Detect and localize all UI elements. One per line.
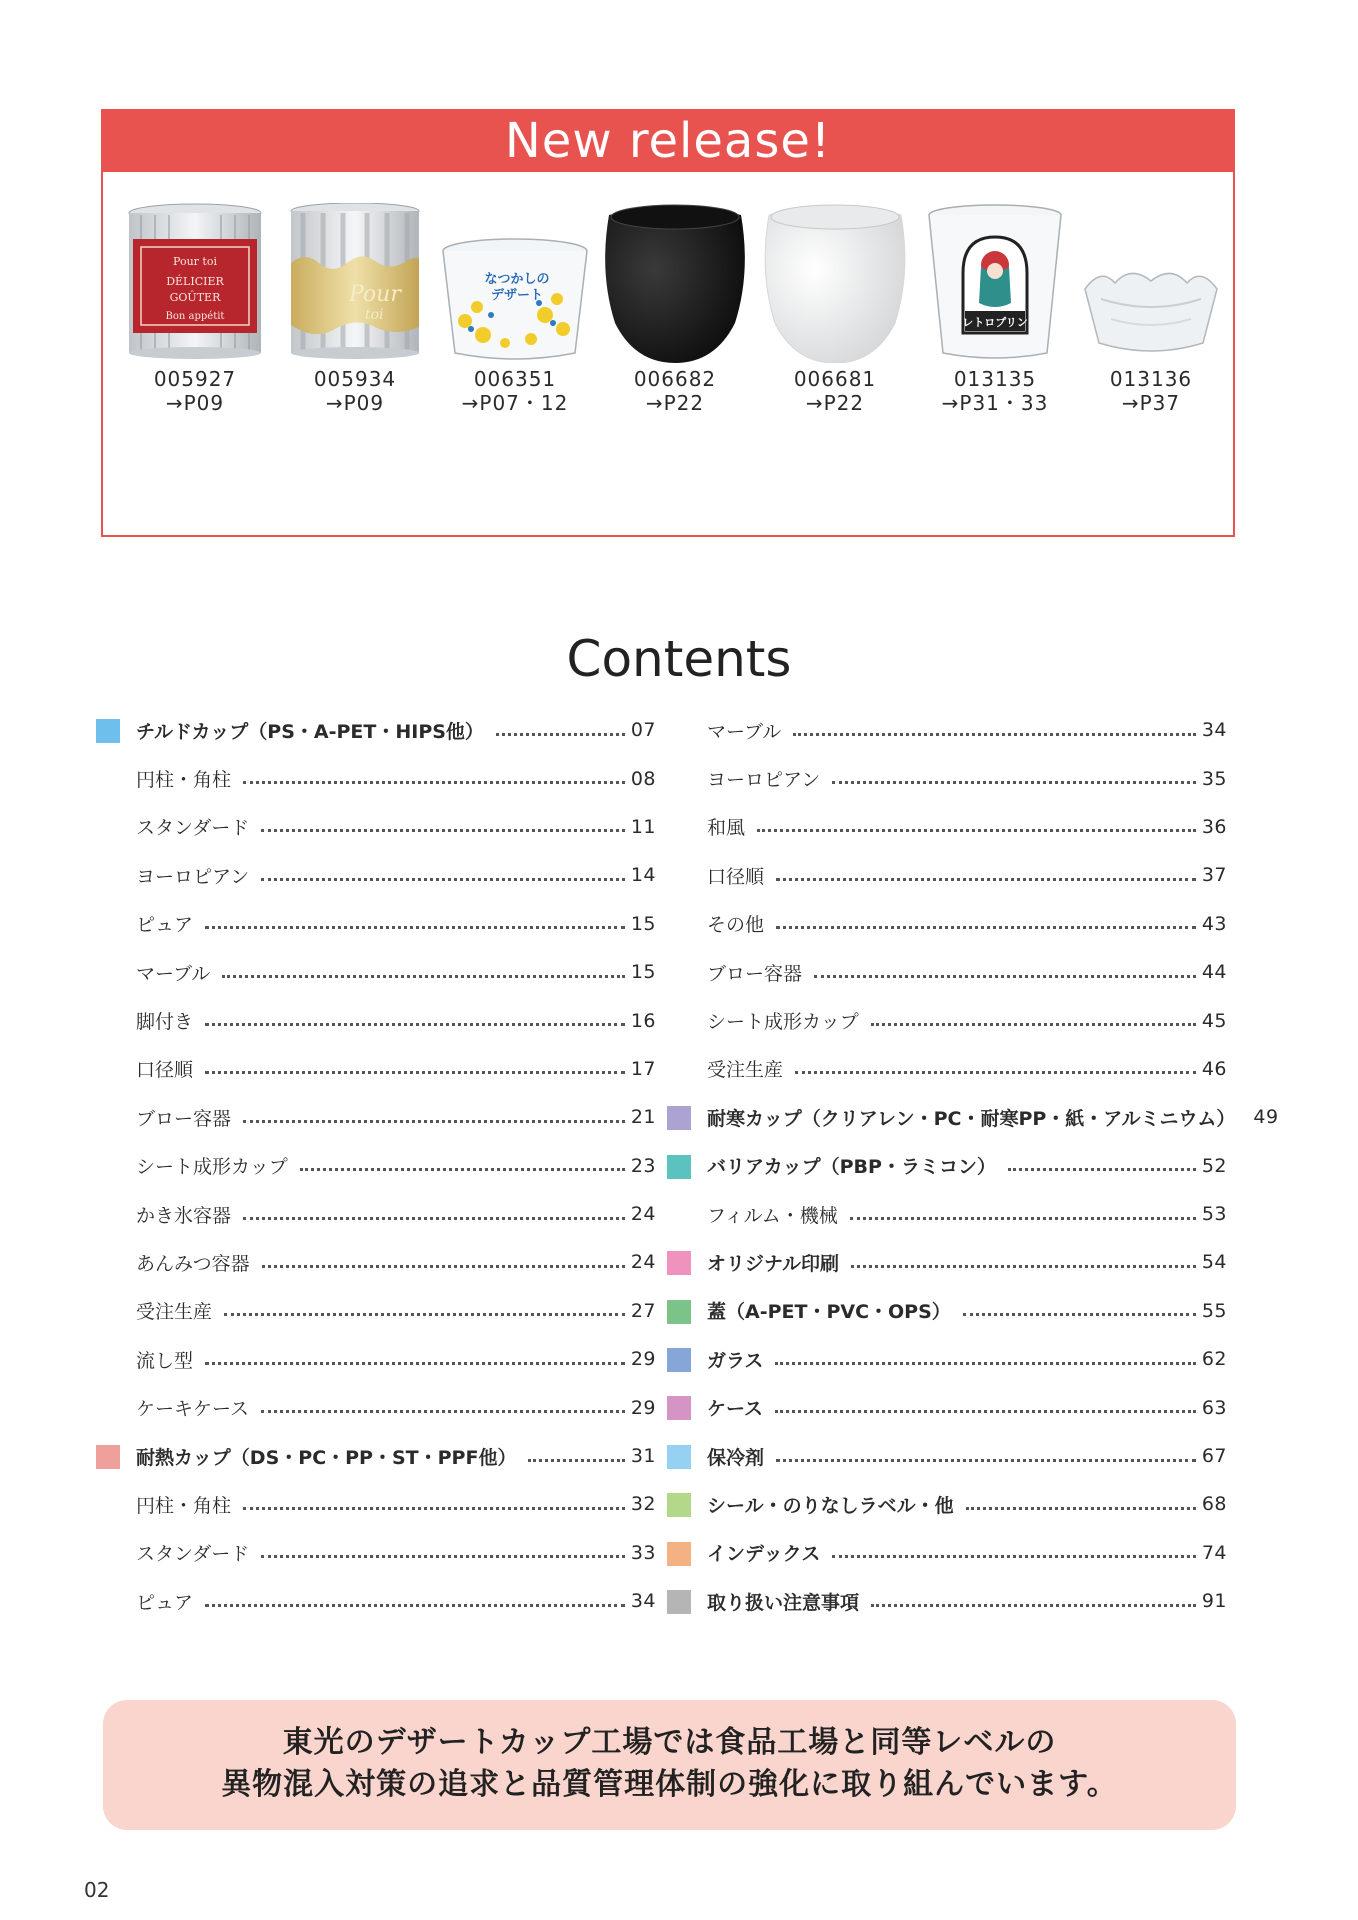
toc-entry-label: インデックス xyxy=(707,1543,821,1566)
toc-entry-label: かき氷容器 xyxy=(136,1204,232,1227)
toc-entry-label: ヨーロピアン xyxy=(707,769,821,792)
toc-entry-page: 14 xyxy=(630,864,656,887)
flower-cup-text-2: デザート xyxy=(490,288,544,303)
toc-entry-label: 円柱・角柱 xyxy=(136,769,232,792)
toc-leader-dots xyxy=(261,829,625,832)
product-page-ref: →P09 xyxy=(165,391,225,415)
toc-entry[interactable] xyxy=(707,1238,1227,1286)
toc-leader-dots xyxy=(243,781,625,784)
wavy-clear-cup-icon xyxy=(1071,203,1231,363)
toc-entry-page: 44 xyxy=(1201,961,1227,984)
product-page-ref: →P37 xyxy=(1121,391,1181,415)
toc-entry-page: 52 xyxy=(1201,1154,1227,1177)
toc-entry-page: 15 xyxy=(630,961,656,984)
toc-leader-dots xyxy=(966,1507,1196,1510)
product-code: 013135 xyxy=(953,367,1037,391)
toc-leader-dots xyxy=(832,781,1196,784)
toc-entry-page: 35 xyxy=(1201,767,1227,790)
category-color-swatch xyxy=(667,1493,691,1517)
toc-leader-dots xyxy=(871,1604,1196,1607)
toc-entry[interactable] xyxy=(707,1190,1227,1238)
toc-entry-label: あんみつ容器 xyxy=(136,1252,250,1275)
toc-entry-page: 23 xyxy=(630,1154,656,1177)
toc-entry-label: 保冷剤 xyxy=(707,1446,765,1469)
toc-entry-page: 68 xyxy=(1201,1493,1227,1516)
toc-entry-page: 34 xyxy=(630,1590,656,1613)
toc-entry[interactable] xyxy=(707,1383,1227,1431)
toc-entry-label: ブロー容器 xyxy=(707,962,803,985)
toc-entry-label: オリジナル印刷 xyxy=(707,1252,840,1275)
toc-entry-label: ヨーロピアン xyxy=(136,865,250,888)
product-006682[interactable] xyxy=(595,203,755,415)
red-label-text-2: DÉLICIER xyxy=(166,275,224,288)
category-color-swatch xyxy=(667,1590,691,1614)
toc-leader-dots xyxy=(776,878,1196,881)
product-005927[interactable] xyxy=(115,203,275,415)
toc-entry[interactable] xyxy=(707,900,1227,948)
toc-entry[interactable] xyxy=(136,851,656,899)
toc-leader-dots xyxy=(261,1410,625,1413)
toc-entry[interactable] xyxy=(136,1045,656,1093)
toc-leader-dots xyxy=(222,975,625,978)
toc-entry-page: 67 xyxy=(1201,1445,1227,1468)
product-page-ref: →P07・12 xyxy=(461,391,569,415)
toc-entry[interactable] xyxy=(707,706,1227,754)
red-label-text-3: GOÛTER xyxy=(169,291,221,304)
quality-notice xyxy=(103,1700,1236,1830)
product-page-ref: →P31・33 xyxy=(941,391,1049,415)
toc-leader-dots xyxy=(528,1459,624,1462)
toc-leader-dots xyxy=(757,829,1196,832)
product-code: 006351 xyxy=(473,367,557,391)
retro-pudding-cup-icon xyxy=(915,203,1075,363)
toc-entry[interactable] xyxy=(136,754,656,802)
toc-entry[interactable] xyxy=(136,1287,656,1335)
toc-entry[interactable] xyxy=(136,1480,656,1528)
flower-print-cup-icon xyxy=(435,203,595,363)
toc-entry[interactable] xyxy=(707,996,1227,1044)
toc-entry-label: シール・のりなしラベル・他 xyxy=(707,1494,954,1517)
toc-entry-label: ケース xyxy=(707,1398,764,1421)
toc-leader-dots xyxy=(850,1217,1196,1220)
toc-entry[interactable] xyxy=(707,754,1227,802)
toc-entry-label: ピュア xyxy=(136,914,194,937)
toc-leader-dots xyxy=(851,1265,1196,1268)
toc-entry-label: マーブル xyxy=(707,720,782,743)
toc-entry[interactable] xyxy=(136,1335,656,1383)
toc-leader-dots xyxy=(775,1362,1195,1365)
toc-leader-dots xyxy=(871,1023,1196,1026)
toc-entry-label: 蓋（A-PET・PVC・OPS） xyxy=(707,1301,951,1324)
toc-entry-label: 流し型 xyxy=(136,1349,194,1372)
toc-entry[interactable] xyxy=(707,1335,1227,1383)
toc-entry-label: 円柱・角柱 xyxy=(136,1494,232,1517)
toc-entry[interactable] xyxy=(707,1577,1227,1625)
toc-entry-page: 37 xyxy=(1201,864,1227,887)
toc-entry-label: シート成形カップ xyxy=(707,1011,859,1034)
toc-entry[interactable] xyxy=(707,803,1227,851)
gold-label-text-1: Pour xyxy=(349,282,401,307)
toc-entry-label: ガラス xyxy=(707,1349,764,1372)
toc-entry-page: 43 xyxy=(1201,912,1227,935)
notice-line-1: 東光のデザートカップ工場では食品工場と同等レベルの xyxy=(282,1725,1057,1760)
toc-entry-label: チルドカップ（PS・A-PET・HIPS他） xyxy=(136,720,484,743)
toc-entry-label: 口径順 xyxy=(707,865,765,888)
toc-entry[interactable] xyxy=(136,1577,656,1625)
toc-entry-label: 取り扱い注意事項 xyxy=(707,1591,860,1614)
toc-entry-label: ケーキケース xyxy=(136,1398,250,1421)
toc-entry-label: マーブル xyxy=(136,962,211,985)
red-label-cup-icon xyxy=(115,203,275,363)
category-color-swatch xyxy=(667,1396,691,1420)
toc-leader-dots xyxy=(243,1120,625,1123)
toc-left-column xyxy=(136,706,656,1625)
toc-leader-dots xyxy=(776,1459,1196,1462)
category-color-swatch xyxy=(667,1445,691,1469)
toc-entry-page: 46 xyxy=(1201,1057,1227,1080)
product-row xyxy=(103,203,1233,503)
toc-entry[interactable] xyxy=(707,1529,1227,1577)
toc-entry-label: 和風 xyxy=(707,817,746,840)
toc-entry[interactable] xyxy=(136,1190,656,1238)
toc-entry-page: 36 xyxy=(1201,815,1227,838)
toc-leader-dots xyxy=(243,1507,625,1510)
category-color-swatch xyxy=(667,1251,691,1275)
toc-entry-page: 17 xyxy=(630,1057,656,1080)
product-page-ref: →P22 xyxy=(645,391,705,415)
toc-entry-label: バリアカップ（PBP・ラミコン） xyxy=(707,1156,996,1179)
toc-entry[interactable] xyxy=(707,1045,1227,1093)
toc-leader-dots xyxy=(300,1168,625,1171)
toc-entry[interactable] xyxy=(136,996,656,1044)
category-color-swatch xyxy=(667,1300,691,1324)
toc-entry[interactable] xyxy=(707,948,1227,996)
toc-leader-dots xyxy=(963,1313,1196,1316)
toc-entry-label: ブロー容器 xyxy=(136,1107,232,1130)
product-006351[interactable] xyxy=(435,203,595,415)
toc-entry-page: 62 xyxy=(1201,1348,1227,1371)
toc-leader-dots xyxy=(205,1362,625,1365)
toc-entry-page: 29 xyxy=(630,1348,656,1371)
toc-entry-page: 24 xyxy=(630,1251,656,1274)
toc-leader-dots xyxy=(261,1555,625,1558)
toc-entry-label: スタンダード xyxy=(136,1543,250,1566)
toc-entry[interactable] xyxy=(136,1432,656,1480)
toc-entry-label: 脚付き xyxy=(136,1011,194,1034)
toc-entry[interactable] xyxy=(707,1287,1227,1335)
category-color-swatch xyxy=(667,1106,691,1130)
toc-entry[interactable] xyxy=(707,1142,1227,1190)
toc-entry[interactable] xyxy=(136,900,656,948)
page-number: 02 xyxy=(84,1878,110,1902)
toc-entry[interactable] xyxy=(707,1432,1227,1480)
toc-entry[interactable] xyxy=(707,851,1227,899)
toc-entry[interactable] xyxy=(136,1238,656,1286)
toc-entry[interactable] xyxy=(136,1529,656,1577)
toc-leader-dots xyxy=(262,1265,625,1268)
toc-leader-dots xyxy=(496,733,625,736)
product-code: 005934 xyxy=(313,367,397,391)
toc-entry-page: 91 xyxy=(1201,1590,1227,1613)
toc-entry-page: 74 xyxy=(1201,1541,1227,1564)
toc-entry[interactable] xyxy=(136,1142,656,1190)
black-egg-cup-icon xyxy=(595,203,755,363)
toc-right-column xyxy=(707,706,1279,1625)
toc-leader-dots xyxy=(776,926,1196,929)
toc-entry-page: 16 xyxy=(630,1009,656,1032)
toc-entry-page: 49 xyxy=(1253,1106,1279,1129)
toc-entry-label: 耐寒カップ（クリアレン・PC・耐寒PP・紙・アルミニウム） xyxy=(707,1107,1236,1130)
toc-leader-dots xyxy=(795,1071,1196,1074)
toc-entry-page: 24 xyxy=(630,1203,656,1226)
toc-entry-page: 27 xyxy=(630,1299,656,1322)
contents-title: Contents xyxy=(566,630,792,688)
toc-entry-page: 53 xyxy=(1201,1203,1227,1226)
product-page-ref: →P22 xyxy=(805,391,865,415)
red-label-text-1: Pour toi xyxy=(173,255,217,268)
toc-entry-label: 耐熱カップ（DS・PC・PP・ST・PPF他） xyxy=(136,1446,517,1469)
toc-entry[interactable] xyxy=(136,948,656,996)
toc-leader-dots xyxy=(814,975,1196,978)
product-page-ref: →P09 xyxy=(325,391,385,415)
toc-entry-page: 11 xyxy=(630,815,656,838)
product-code: 005927 xyxy=(153,367,237,391)
toc-entry-page: 45 xyxy=(1201,1009,1227,1032)
toc-entry-page: 63 xyxy=(1201,1396,1227,1419)
product-code: 013136 xyxy=(1109,367,1193,391)
toc-entry-page: 32 xyxy=(630,1493,656,1516)
toc-entry-label: シート成形カップ xyxy=(136,1156,288,1179)
red-label-text-4: Bon appétit xyxy=(165,311,225,322)
retro-cup-text: レトロプリン xyxy=(962,316,1028,329)
toc-entry[interactable] xyxy=(136,1383,656,1431)
toc-leader-dots xyxy=(205,1023,625,1026)
product-013135[interactable] xyxy=(915,203,1075,415)
new-release-title: New release! xyxy=(103,111,1233,172)
toc-entry-page: 07 xyxy=(630,719,656,742)
category-color-swatch xyxy=(667,1542,691,1566)
flower-cup-text-1: なつかしの xyxy=(484,272,550,287)
toc-leader-dots xyxy=(793,733,1196,736)
notice-line-2: 異物混入対策の追求と品質管理体制の強化に取り組んでいます。 xyxy=(221,1767,1118,1802)
category-color-swatch xyxy=(667,1155,691,1179)
toc-leader-dots xyxy=(1008,1168,1196,1171)
category-color-swatch xyxy=(96,1445,120,1469)
toc-entry[interactable] xyxy=(707,1480,1227,1528)
toc-leader-dots xyxy=(775,1410,1196,1413)
category-color-swatch xyxy=(667,1348,691,1372)
toc-leader-dots xyxy=(224,1313,625,1316)
product-code: 006682 xyxy=(633,367,717,391)
toc-entry[interactable] xyxy=(136,803,656,851)
product-006681[interactable] xyxy=(755,203,915,415)
gold-label-cup-icon xyxy=(275,203,435,363)
toc-entry-label: ピュア xyxy=(136,1591,194,1614)
product-code: 006681 xyxy=(793,367,877,391)
new-release-panel xyxy=(101,109,1235,537)
toc-entry[interactable] xyxy=(136,1093,656,1141)
white-egg-cup-icon xyxy=(755,203,915,363)
toc-entry-label: その他 xyxy=(707,914,765,937)
toc-entry-label: フィルム・機械 xyxy=(707,1204,838,1227)
toc-leader-dots xyxy=(205,926,625,929)
toc-entry-page: 34 xyxy=(1201,719,1227,742)
product-005934[interactable] xyxy=(275,203,435,415)
toc-entry[interactable] xyxy=(707,1093,1279,1141)
product-013136[interactable] xyxy=(1071,203,1231,415)
toc-entry-label: 受注生産 xyxy=(136,1301,213,1324)
category-color-swatch xyxy=(96,719,120,743)
toc-entry-page: 08 xyxy=(630,767,656,790)
toc-entry[interactable] xyxy=(136,706,656,754)
toc-entry-page: 33 xyxy=(630,1541,656,1564)
toc-entry-page: 55 xyxy=(1201,1299,1227,1322)
toc-entry-label: 口径順 xyxy=(136,1059,194,1082)
toc-entry-page: 31 xyxy=(630,1445,656,1468)
toc-leader-dots xyxy=(205,1604,625,1607)
toc-entry-label: 受注生産 xyxy=(707,1059,784,1082)
toc-entry-page: 15 xyxy=(630,912,656,935)
toc-entry-label: スタンダード xyxy=(136,817,250,840)
toc-entry-page: 29 xyxy=(630,1396,656,1419)
toc-leader-dots xyxy=(832,1555,1195,1558)
toc-leader-dots xyxy=(261,878,625,881)
toc-leader-dots xyxy=(243,1217,625,1220)
toc-entry-page: 21 xyxy=(630,1106,656,1129)
toc-leader-dots xyxy=(205,1071,625,1074)
toc-entry-page: 54 xyxy=(1201,1251,1227,1274)
gold-label-text-2: toi xyxy=(365,307,384,323)
